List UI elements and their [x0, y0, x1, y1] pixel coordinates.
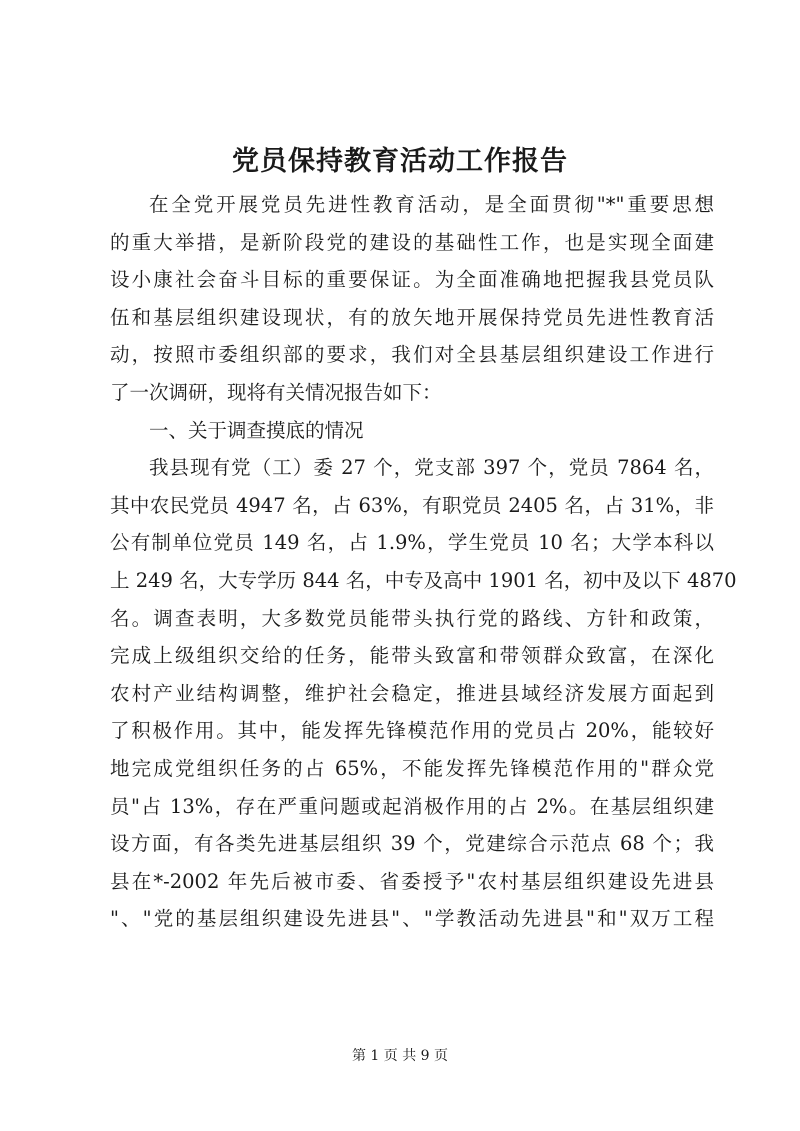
- paragraph-line: 在全党开展党员先进性教育活动，是全面贯彻"*"重要思想: [149, 193, 714, 216]
- paragraph-line: 公有制单位党员 149 名，占 1.9%，学生党员 10 名；大学本科以: [110, 531, 714, 555]
- paragraph-line: 地完成党组织任务的占 65%，不能发挥先锋模范作用的"群众党: [110, 756, 714, 780]
- paragraph-line: 伍和基层组织建设现状，有的放矢地开展保持党员先进性教育活: [110, 305, 714, 329]
- paragraph-line: 动，按照市委组织部的要求，我们对全县基层组织建设工作进行: [110, 343, 714, 367]
- paragraph-line: 了积极作用。其中，能发挥先锋模范作用的党员占 20%，能较好: [110, 719, 714, 743]
- paragraph-line: 县在*-2002 年先后被市委、省委授予"农村基层组织建设先进县: [110, 869, 714, 893]
- paragraph-line: 其中农民党员 4947 名，占 63%，有职党员 2405 名，占 31%，非: [110, 493, 714, 517]
- paragraph-line: 设方面，有各类先进基层组织 39 个，党建综合示范点 68 个；我: [110, 832, 714, 856]
- section-heading: 一、关于调查摸底的情况: [149, 418, 364, 442]
- paragraph-line: "、"党的基层组织建设先进县"、"学教活动先进县"和"双万工程: [110, 907, 714, 931]
- paragraph-line: 员"占 13%，存在严重问题或起消极作用的占 2%。在基层组织建: [110, 794, 714, 818]
- paragraph-line: 完成上级组织交给的任务，能带头致富和带领群众致富，在深化: [110, 644, 714, 668]
- paragraph-line: 农村产业结构调整，维护社会稳定，推进县域经济发展方面起到: [110, 681, 714, 705]
- paragraph-line: 了一次调研，现将有关情况报告如下：: [110, 380, 442, 404]
- paragraph-line: 设小康社会奋斗目标的重要保证。为全面准确地把握我县党员队: [110, 268, 714, 292]
- document-body: [110, 186, 737, 938]
- paragraph-line: 的重大举措，是新阶段党的建设的基础性工作，也是实现全面建: [110, 230, 714, 254]
- page-number-footer: 第 1 页 共 9 页: [351, 1048, 449, 1064]
- paragraph-line: 上 249 名，大专学历 844 名，中专及高中 1901 名，初中及以下 4870: [110, 568, 737, 592]
- document-title: 党员保持教育活动工作报告: [232, 146, 568, 177]
- paragraph-line: 我县现有党（工）委 27 个，党支部 397 个，党员 7864 名，: [149, 456, 714, 480]
- paragraph-line: 名。调查表明，大多数党员能带头执行党的路线、方针和政策，: [110, 606, 714, 630]
